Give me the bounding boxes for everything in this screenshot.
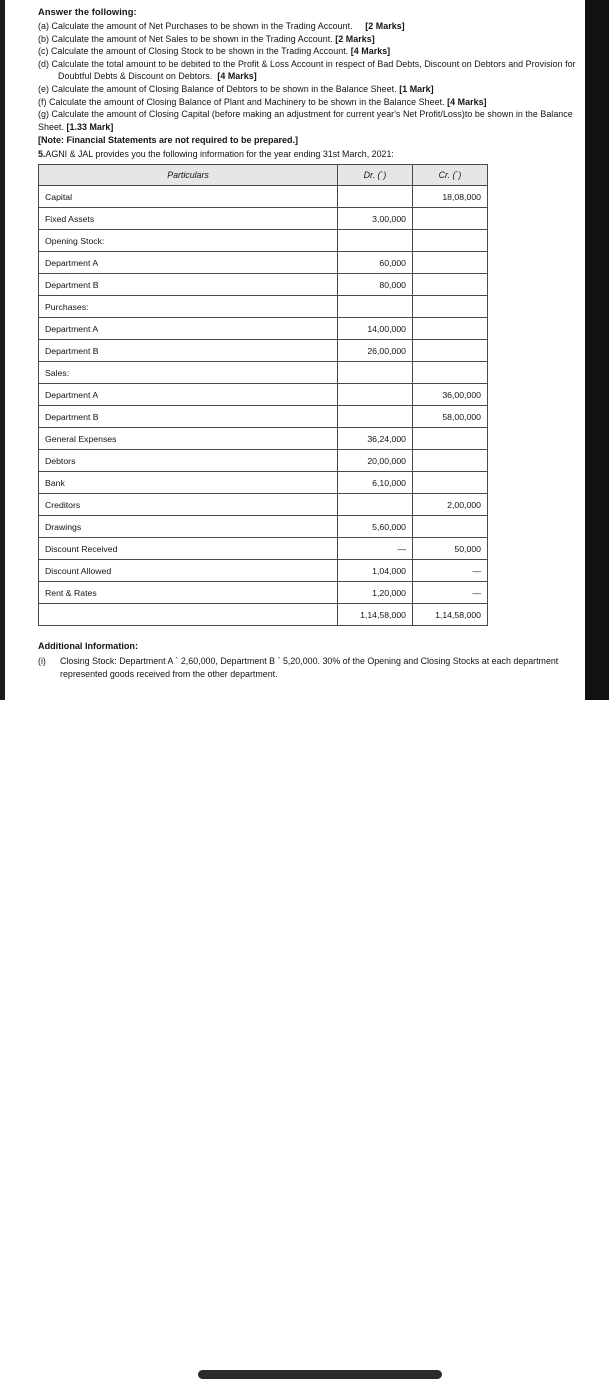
table-row [39, 516, 488, 538]
cell-particulars: Department A [39, 318, 338, 340]
table-row [39, 450, 488, 472]
cell-debit: 5,60,000 [338, 516, 413, 538]
cell-credit: 36,00,000 [413, 384, 488, 406]
cell-credit: 18,08,000 [413, 186, 488, 208]
table-row-total [39, 604, 488, 626]
cell-debit: 1,04,000 [338, 560, 413, 582]
cell-debit: 26,00,000 [338, 340, 413, 362]
question-marker-a: (a) [38, 21, 49, 31]
table-row [39, 494, 488, 516]
financial-statements-note: [Note: Financial Statements are not required to be prepared.] [38, 135, 299, 146]
cell-particulars: Department A [39, 384, 338, 406]
cell-particulars: Bank [39, 472, 338, 494]
cell-particulars: Discount Allowed [39, 560, 338, 582]
cell-debit [338, 384, 413, 406]
cell-credit [413, 208, 488, 230]
cell-credit [413, 296, 488, 318]
table-row [39, 230, 488, 252]
cell-particulars: Capital [39, 186, 338, 208]
question-item-g [38, 108, 578, 133]
table-row [39, 186, 488, 208]
cell-debit [338, 494, 413, 516]
question-text-d: Calculate the total amount to be debited to the Profit & Loss Account in respect of Bad Debts, Discount on Debtors and Provision for [51, 58, 576, 69]
question-item-f [38, 96, 578, 109]
cell-particulars: Department B [39, 406, 338, 428]
cell-credit [413, 252, 488, 274]
question-item-c [38, 45, 578, 58]
additional-information-item [38, 655, 578, 680]
table-row [39, 384, 488, 406]
cell-particulars: Opening Stock: [39, 230, 338, 252]
cell-credit [413, 318, 488, 340]
table-row [39, 296, 488, 318]
cell-credit [413, 340, 488, 362]
additional-information-text: Closing Stock: Department A ` 2,60,000, Department B ` 5,20,000. 30% of the Opening and Closing Stocks at each department represented goods received from the other department. [60, 656, 559, 679]
cell-debit: 1,20,000 [338, 582, 413, 604]
question-text-a: Calculate the amount of Net Purchases to be shown in the Trading Account. [51, 21, 353, 31]
table-row [39, 472, 488, 494]
cell-debit [338, 186, 413, 208]
cell-debit: 20,00,000 [338, 450, 413, 472]
question-marker-f: (f) [38, 96, 47, 107]
table-row [39, 582, 488, 604]
horizontal-scrollbar-track[interactable] [0, 684, 609, 700]
column-header-particulars: Particulars [39, 165, 338, 186]
cell-particulars: Department B [39, 340, 338, 362]
cell-debit: 3,00,000 [338, 208, 413, 230]
question-text-b: Calculate the amount of Net Sales to be shown in the Trading Account. [51, 33, 333, 44]
table-row [39, 208, 488, 230]
question-text-g: Calculate the amount of Closing Capital (before making an adjustment for current year's Net Profit/Loss)to be shown in the Balance Sheet. [38, 109, 573, 132]
horizontal-scrollbar-thumb[interactable] [198, 1370, 442, 1379]
cell-credit [413, 472, 488, 494]
question-marker-c: (c) [38, 46, 49, 57]
question-marks-e: [1 Mark] [399, 83, 434, 94]
question-5-intro [38, 148, 578, 161]
question-marks-g: [1.33 Mark] [66, 121, 114, 132]
cell-credit: 50,000 [413, 538, 488, 560]
cell-particulars: Sales: [39, 362, 338, 384]
cell-credit [413, 428, 488, 450]
cell-credit: 2,00,000 [413, 494, 488, 516]
question-continuation-d: Doubtful Debts & Discount on Debtors. [58, 71, 213, 82]
question-marks-c: [4 Marks] [350, 46, 391, 57]
cell-particulars: Department A [39, 252, 338, 274]
cell-particulars: Fixed Assets [39, 208, 338, 230]
cell-credit [413, 450, 488, 472]
cell-debit [338, 406, 413, 428]
cell-particulars: Creditors [39, 494, 338, 516]
table-header-row [39, 165, 488, 186]
question-item-e [38, 83, 578, 96]
table-row [39, 560, 488, 582]
additional-information-title: Additional Information: [38, 641, 139, 652]
cell-debit-total: 1,14,58,000 [338, 604, 413, 626]
page-gap-right [578, 0, 585, 700]
trial-balance-body [39, 186, 488, 626]
question-marks-b: [2 Marks] [335, 33, 375, 44]
column-header-debit: Dr. (`) [338, 165, 413, 186]
question-marker-b: (b) [38, 33, 49, 44]
cell-debit: 36,24,000 [338, 428, 413, 450]
cell-credit [413, 362, 488, 384]
cell-credit [413, 516, 488, 538]
question-marks-d: [4 Marks] [217, 71, 257, 82]
table-row [39, 340, 488, 362]
table-row [39, 538, 488, 560]
cell-particulars: General Expenses [39, 428, 338, 450]
table-row [39, 362, 488, 384]
cell-debit: 6,10,000 [338, 472, 413, 494]
question-marker-g: (g) [38, 109, 49, 120]
question-5-number: 5. [38, 149, 46, 160]
question-text-f: Calculate the amount of Closing Balance of Plant and Machinery to be shown in the Balance Sheet. [49, 96, 445, 107]
cell-credit: 58,00,000 [413, 406, 488, 428]
table-row [39, 406, 488, 428]
cell-debit [338, 296, 413, 318]
cell-credit: — [413, 582, 488, 604]
table-row [39, 318, 488, 340]
cell-particulars: Department B [39, 274, 338, 296]
cell-credit [413, 230, 488, 252]
cell-credit-total: 1,14,58,000 [413, 604, 488, 626]
question-marks-a: [2 Marks] [365, 21, 405, 31]
question-item-b [38, 33, 578, 46]
cell-debit: 14,00,000 [338, 318, 413, 340]
cell-credit: — [413, 560, 488, 582]
question-marker-e: (e) [38, 83, 49, 94]
table-row [39, 274, 488, 296]
cell-debit: 60,000 [338, 252, 413, 274]
trial-balance-table [38, 164, 488, 626]
cell-particulars: Purchases: [39, 296, 338, 318]
document-content [38, 6, 578, 680]
question-5-text: AGNI & JAL provides you the following information for the year ending 31st March, 2021: [45, 149, 394, 160]
document-page [5, 0, 578, 700]
table-row [39, 252, 488, 274]
cell-debit: 80,000 [338, 274, 413, 296]
additional-information-marker: (i) [38, 656, 46, 667]
cell-debit [338, 362, 413, 384]
cell-particulars: Rent & Rates [39, 582, 338, 604]
question-marks-f: [4 Marks] [447, 96, 487, 107]
answer-the-following-heading: Answer the following: [38, 7, 137, 17]
question-item-d [38, 58, 578, 83]
cell-particulars [39, 604, 338, 626]
cell-credit [413, 274, 488, 296]
table-row [39, 428, 488, 450]
question-marker-d: (d) [38, 58, 49, 69]
page-edge-right [585, 0, 609, 700]
question-text-e: Calculate the amount of Closing Balance of Debtors to be shown in the Balance Sheet. [51, 83, 397, 94]
cell-particulars: Debtors [39, 450, 338, 472]
question-item-a [38, 20, 578, 33]
cell-debit: — [338, 538, 413, 560]
cell-particulars: Discount Received [39, 538, 338, 560]
column-header-credit: Cr. (`) [413, 165, 488, 186]
cell-debit [338, 230, 413, 252]
question-text-c: Calculate the amount of Closing Stock to be shown in the Trading Account. [51, 46, 349, 57]
cell-particulars: Drawings [39, 516, 338, 538]
